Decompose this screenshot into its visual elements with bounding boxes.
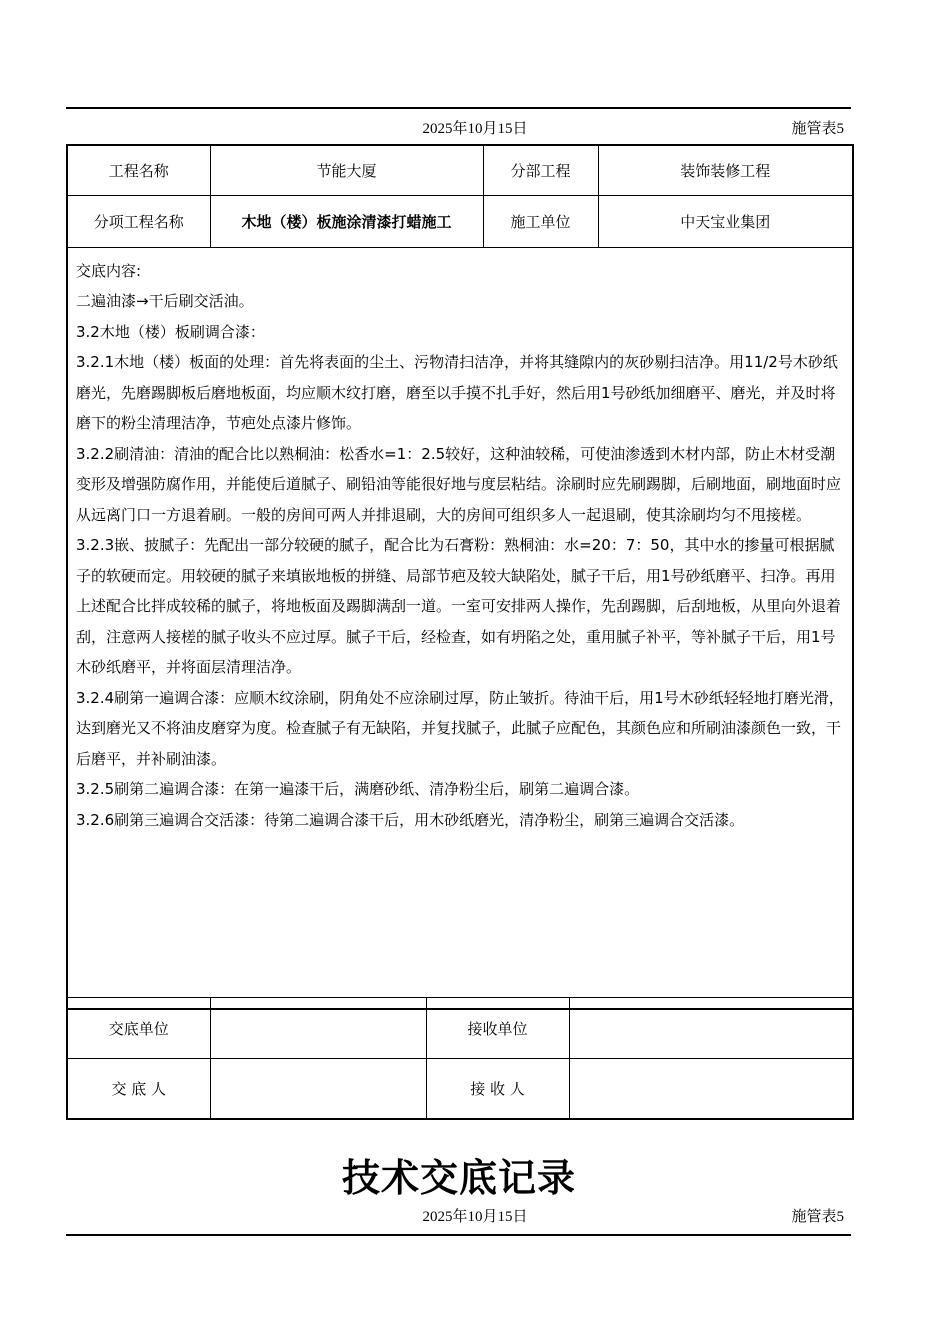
content-heading: 交底内容: (76, 261, 142, 280)
top-rule (66, 107, 851, 109)
content-paragraph: 3.2.5刷第二遍调合漆：在第一遍漆干后，满磨砂纸、清净粉尘后，刷第二遍调合漆。 (76, 780, 640, 798)
content-paragraph: 3.2木地（楼）板刷调合漆： (76, 322, 265, 341)
content-paragraph: 3.2.4刷第一遍调合漆：应顺木纹涂刷，阴角处不应涂刷过厚，防止皱折。待油干后，用1号木砂纸轻轻地打磨光滑，达到磨光又不将油皮磨穿为度。检查腻子有无缺陷，并复找腻子，此腻子应配色，其颜色应和所刷油漆颜色一致，干后磨平，并补刷油漆。 (76, 688, 844, 768)
handover-person-label: 交 底 人 (67, 1059, 210, 1119)
content-paragraph: 3.2.2刷清油：清油的配合比以熟桐油：松香水=1：2.5较好，这种油较稀，可使油渗透到木材内部，防止木材受潮变形及增强防腐作用，并能使后道腻子、刷铅油等能很好地与度层粘结。涂刷时应先刷踢脚，后刷地面，刷地面时应从远离门口一方退着刷。一般的房间可两人并排退刷，大的房间可组织多人一起退刷，使其涂刷均匀不甩接槎。 (76, 444, 842, 524)
subitem-label: 分项工程名称 (67, 195, 210, 247)
project-name-value: 节能大厦 (210, 145, 483, 195)
bottom-rule (66, 1234, 851, 1236)
receiver-unit-label: 接收单位 (426, 998, 569, 1059)
division-label: 分部工程 (483, 145, 598, 195)
handover-person-value (210, 1059, 426, 1119)
disclosure-table (66, 144, 854, 1010)
subitem-value: 木地（楼）板施涂清漆打蜡施工 (210, 195, 483, 247)
receiver-unit-value (569, 998, 853, 1059)
handover-unit-label: 交底单位 (67, 998, 210, 1059)
footer-form-no: 施管表5 (791, 1209, 844, 1225)
header-form-no: 施管表5 (791, 121, 844, 137)
content-paragraph: 3.2.6刷第三遍调合交活漆：待第二遍调合漆干后，用木砂纸磨光，清净粉尘，刷第三遍调合交活漆。 (76, 810, 745, 829)
receiver-person-label: 接 收 人 (426, 1059, 569, 1119)
page-title: 技术交底记录 (341, 1156, 576, 1200)
division-value: 装饰装修工程 (598, 145, 853, 195)
content-paragraph: 二遍油漆→干后刷交活油。 (76, 292, 254, 310)
header-date: 2025年10月15日 (422, 121, 528, 137)
handover-unit-value (210, 998, 426, 1059)
content-paragraph: 3.2.1木地（楼）板面的处理：首先将表面的尘土、污物清扫洁净，并将其缝隙内的灰砂剔扫洁净。用11/2号木砂纸磨光，先磨踢脚板后磨地板面，均应顺木纹打磨，磨至以手摸不扎手好，然后用1号砂纸加细磨平、磨光，并及时将磨下的粉尘清理洁净，节疤处点漆片修饰。 (76, 353, 838, 432)
disclosure-content (67, 247, 853, 1009)
project-name-label: 工程名称 (67, 145, 210, 195)
signature-table (66, 997, 854, 1120)
footer-date: 2025年10月15日 (422, 1209, 528, 1225)
contractor-label: 施工单位 (483, 195, 598, 247)
receiver-person-value (569, 1059, 853, 1119)
content-paragraph: 3.2.3嵌、披腻子：先配出一部分较硬的腻子，配合比为石膏粉：熟桐油：水=20：7：50，其中水的掺量可根据腻子的软硬而定。用较硬的腻子来填嵌地板的拼缝、局部节疤及较大缺陷处，腻子干后，用1号砂纸磨平、扫净。再用上述配合比拌成较稀的腻子，将地板面及踢脚满刮一道。一室可安排两人操作，先刮踢脚，后刮地板，从里向外退着刮，注意两人接槎的腻子收头不应过厚。腻子干后，经检查，如有坍陷之处，重用腻子补平，等补腻子干后，用1号木砂纸磨平，并将面层清理洁净。 (76, 536, 842, 676)
contractor-value: 中天宝业集团 (598, 195, 853, 247)
